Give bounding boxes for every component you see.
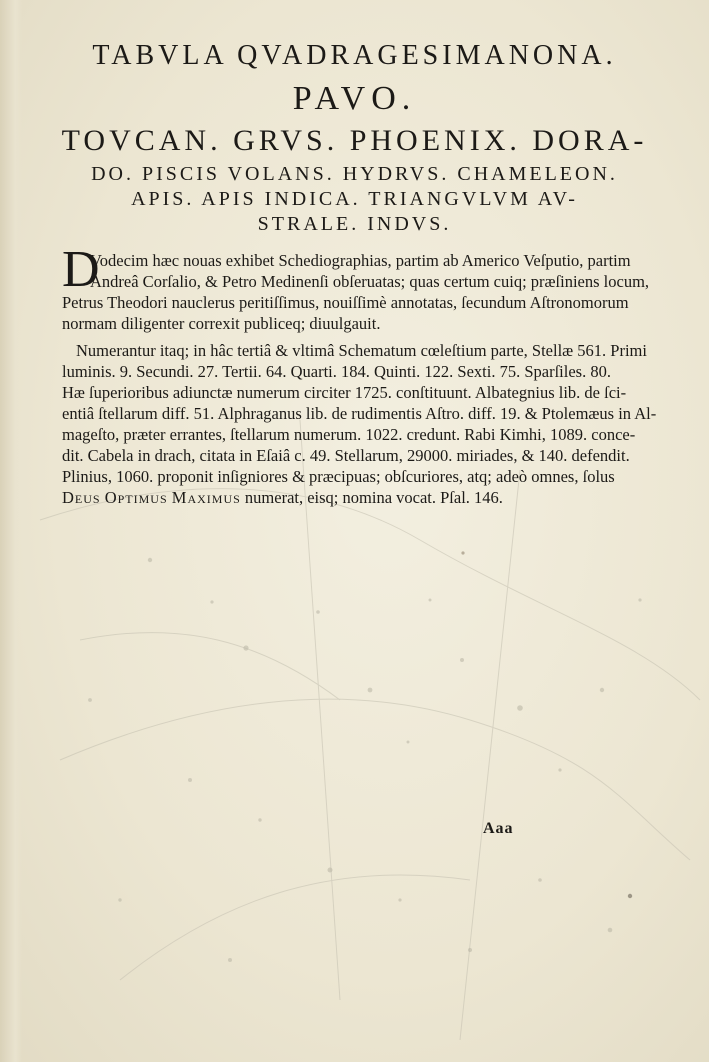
paragraph-star-counts (62, 340, 692, 508)
optimus-word: Optimus (104, 488, 168, 507)
text-line: Numerantur itaq; in hâc tertiâ & vltimâ Schematum cœleſtium parte, Stellæ 561. Primi (76, 341, 647, 360)
final-line-tail: numerat, eisq; nomina vocat. Pſal. 146. (244, 488, 503, 507)
deus-word: Deus (62, 488, 101, 507)
text-line: Andreâ Corſalio, & Petro Medinenſi obſeruatas; quas certum cuiq; præſiniens locum, (90, 272, 650, 291)
constellation-title: PAVO. (292, 80, 417, 117)
text-line: Petrus Theodori nauclerus peritiſſimus, nouiſſimè annotatas, ſecundum Aſtronomorum (62, 293, 629, 312)
signature-mark: Aaa (483, 820, 514, 837)
table-heading: TABVLA QVADRAGESIMANONA. (92, 40, 617, 71)
text-line: dit. Cabela in drach, citata in Eſaiâ c. 49. Stellarum, 29000. miriades, & 140. defendit. (62, 446, 630, 465)
constellation-list-line-2: DO. PISCIS VOLANS. HYDRVS. CHAMELEON. (91, 163, 618, 185)
drop-cap: D (62, 241, 100, 298)
text-line: luminis. 9. Secundi. 27. Tertii. 64. Quarti. 184. Quinti. 122. Sexti. 75. Sparſiles. 80. (62, 362, 611, 381)
text-line: Vodecim hæc nouas exhibet Schediographias, partim ab Americo Veſputio, partim (90, 251, 631, 270)
text-line: Plinius, 1060. proponit inſigniores & præcipuas; obſcuriores, atq; adeò omnes, ſolus (62, 467, 615, 486)
text-line: Hæ ſuperioribus adiunctæ numerum circiter 1725. conſtituunt. Albategnius lib. de ſci- (62, 383, 627, 402)
text-line: normam diligenter correxit publiceq; diuulgauit. (62, 314, 381, 333)
constellation-list-line-3: APIS. APIS INDICA. TRIANGVLVM AV- (131, 188, 578, 210)
maximus-word: Maximus (171, 488, 241, 507)
constellation-list-line-4: STRALE. INDVS. (257, 213, 452, 235)
text-line-final (62, 487, 692, 508)
text-line: entiâ ſtellarum diff. 51. Alphraganus lib. de rudimentis Aſtro. diff. 19. & Ptolemæus in Al- (62, 404, 657, 423)
paragraph-intro (62, 250, 692, 334)
constellation-list-line-1: TOVCAN. GRVS. PHOENIX. DORA- (61, 124, 648, 157)
text-line: mageſto, præter errantes, ſtellarum numerum. 1022. credunt. Rabi Kimhi, 1089. conce- (62, 425, 636, 444)
